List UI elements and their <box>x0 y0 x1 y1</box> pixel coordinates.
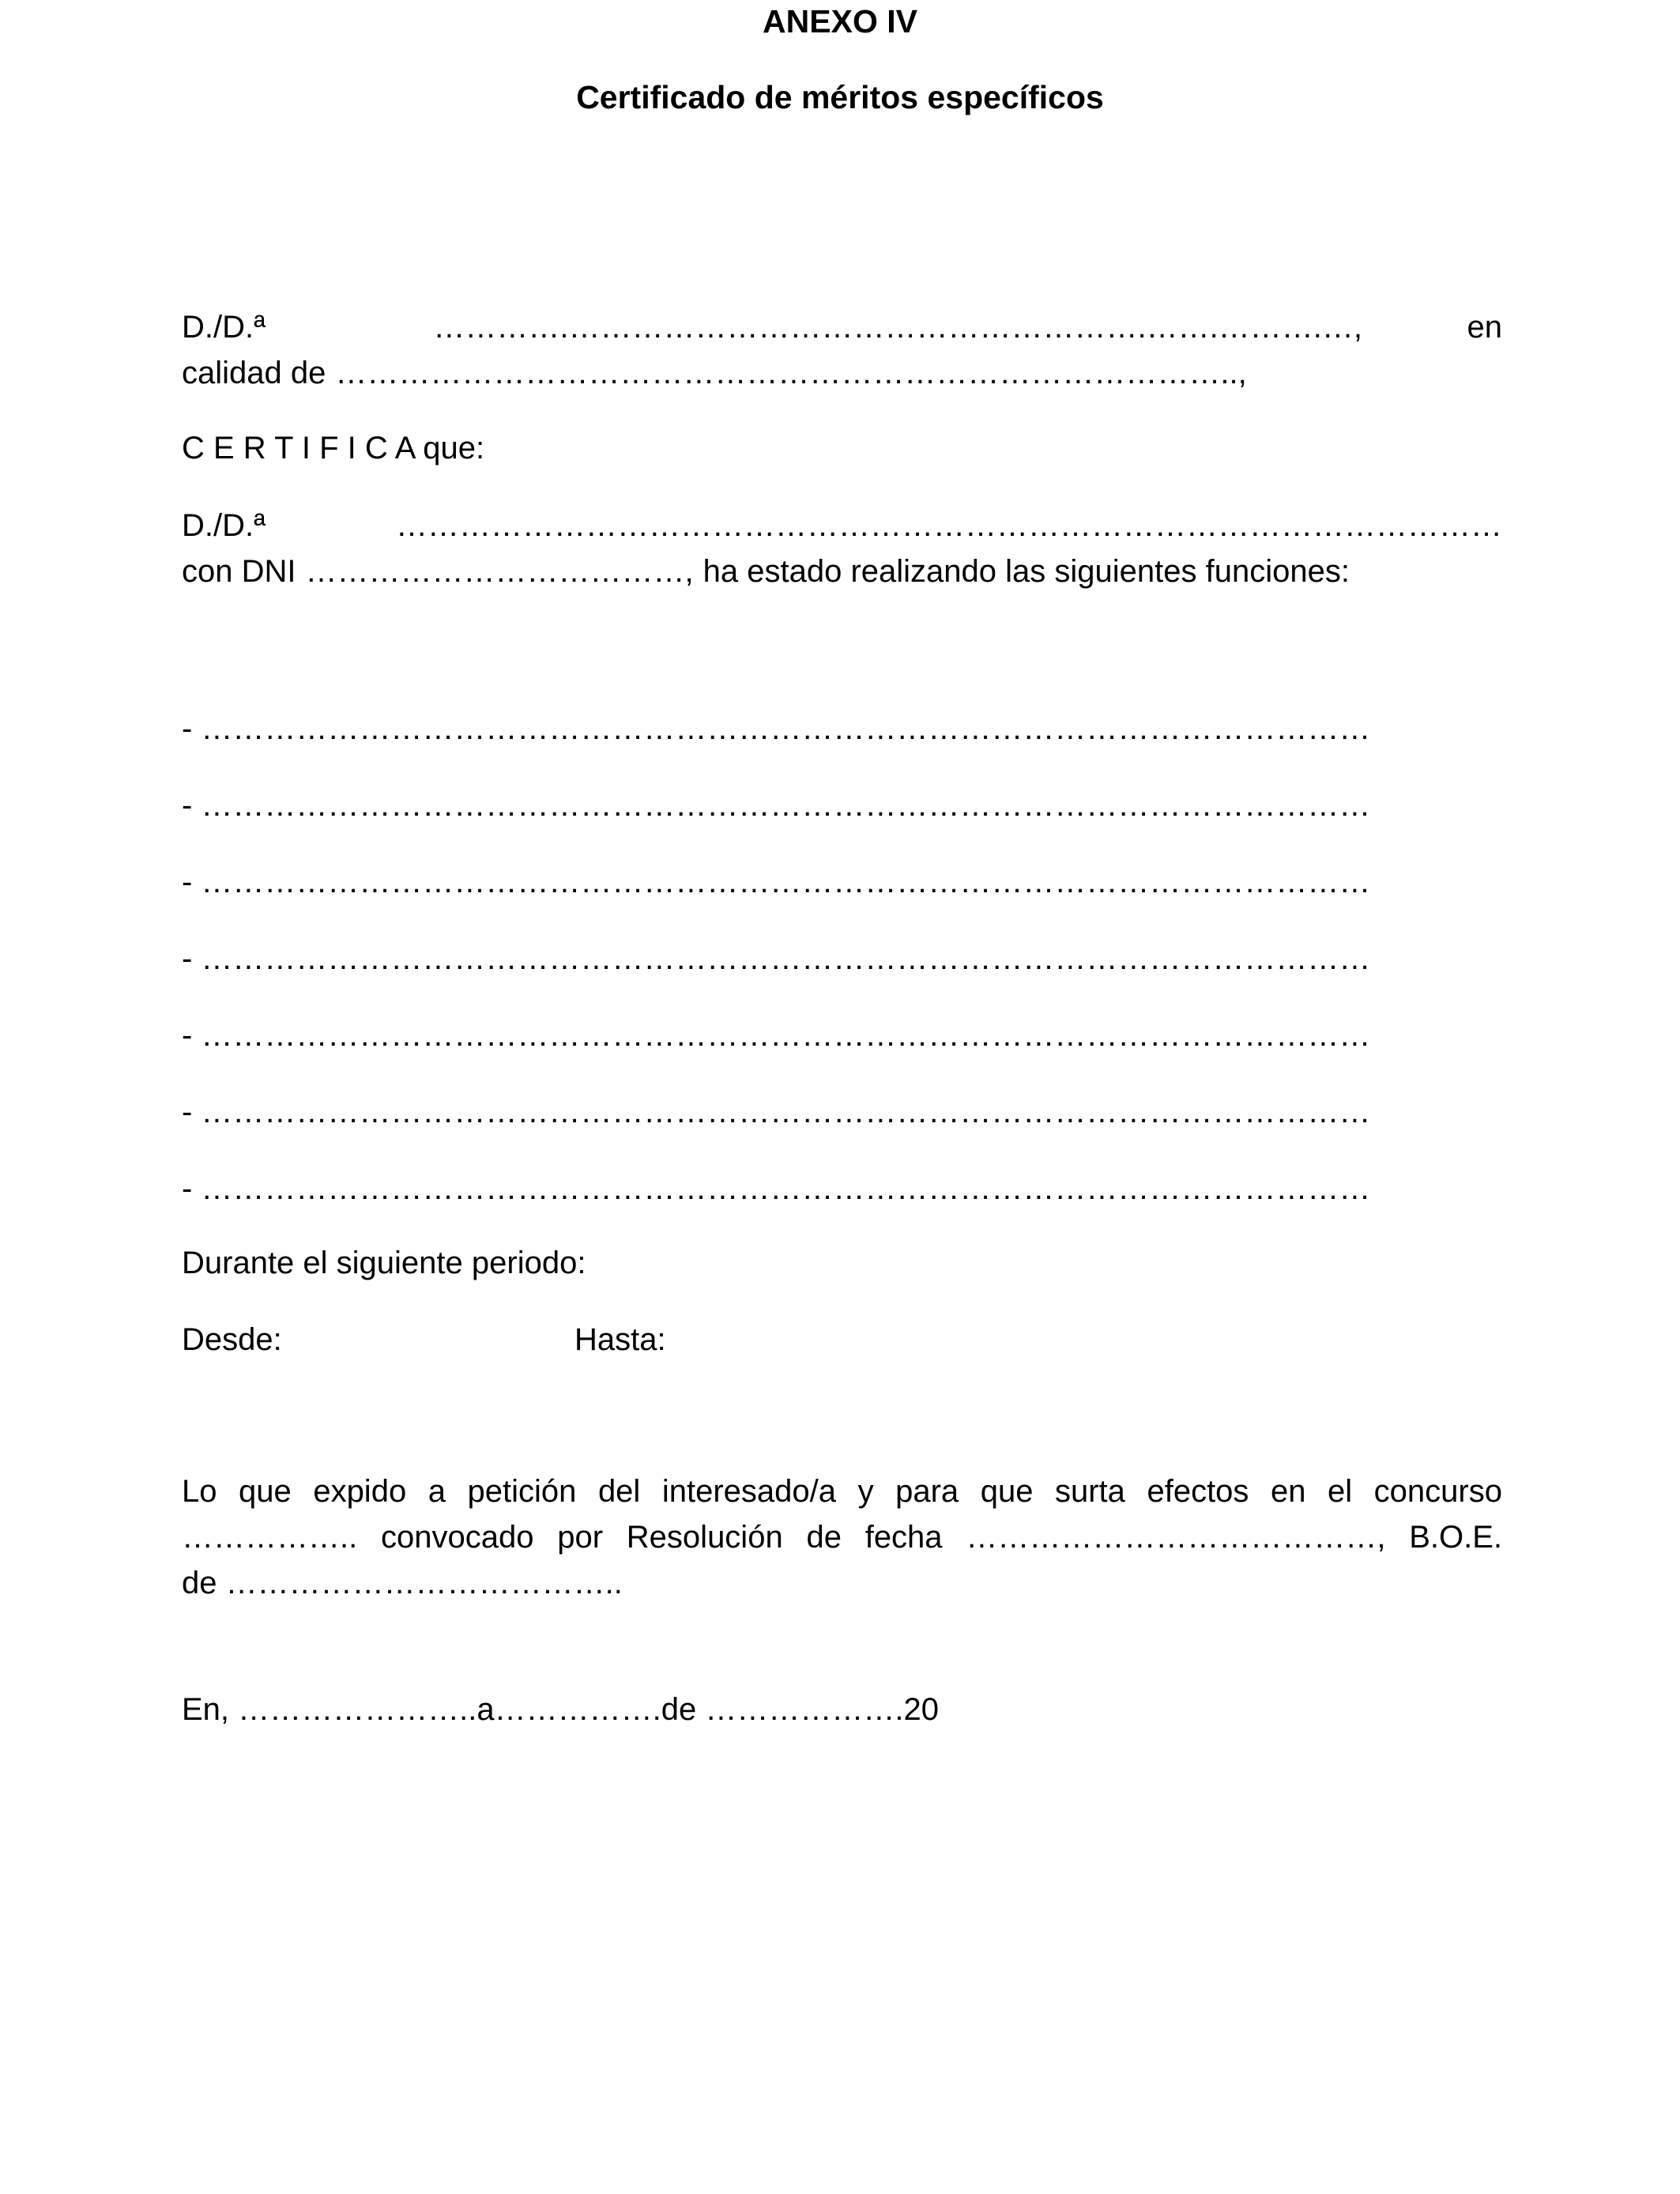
dni-field[interactable]: ………………………………, <box>305 554 694 589</box>
period-label: Durante el siguiente periodo: <box>182 1246 586 1280</box>
place-date-line[interactable]: En, …………………..a…………….de ……………….20 <box>182 1692 939 1727</box>
function-line-1[interactable]: - ………………………………………………………………………………………………… <box>182 711 1371 746</box>
dni-suffix: ha estado realizando las siguientes funciones: <box>703 554 1350 589</box>
period-to-label: Hasta: <box>574 1322 666 1357</box>
subject-dni-line <box>182 548 1502 594</box>
certifier-block <box>182 304 1502 396</box>
certifier-capacity-line <box>182 350 1502 396</box>
subject-name-field[interactable]: …………………………………………………………………………………………… <box>396 508 1502 543</box>
certifica-line: C E R T I F I C A que: <box>182 431 485 466</box>
function-line-2[interactable]: - ………………………………………………………………………………………………… <box>182 788 1371 823</box>
function-line-5[interactable]: - ………………………………………………………………………………………………… <box>182 1018 1371 1053</box>
capacity-prefix: calidad de <box>182 356 326 390</box>
function-line-4[interactable]: - ………………………………………………………………………………………………… <box>182 941 1371 976</box>
certifier-prefix: D./D.ª <box>182 310 266 345</box>
subject-prefix: D./D.ª <box>182 508 266 543</box>
closing-line-2[interactable]: …………….. convocado por Resolución de fecha …………………………………, B.O.E. <box>182 1520 1502 1555</box>
document-title: Certificado de méritos específicos <box>576 79 1104 115</box>
function-line-3[interactable]: - ………………………………………………………………………………………………… <box>182 865 1371 899</box>
function-line-6[interactable]: - ………………………………………………………………………………………………… <box>182 1095 1371 1129</box>
dni-prefix: con DNI <box>182 554 296 589</box>
subject-name-line <box>182 503 1502 548</box>
period-from-label: Desde: <box>182 1322 282 1357</box>
function-line-7[interactable]: - ………………………………………………………………………………………………… <box>182 1171 1371 1206</box>
certifier-name-field[interactable]: ………….……………………………………………….…….……….…, <box>433 310 1362 345</box>
certifier-suffix: en <box>1467 310 1502 345</box>
capacity-field[interactable]: ………………………………………………………………………….., <box>335 356 1247 390</box>
closing-line-1: Lo que expido a petición del interesado/a y para que surta efectos en el concurso <box>182 1474 1502 1509</box>
closing-line-3[interactable]: de ……………………………….. <box>182 1566 623 1600</box>
annex-heading: ANEXO IV <box>763 3 917 40</box>
period-row <box>182 1317 1502 1363</box>
subject-block <box>182 503 1502 594</box>
certifier-name-line <box>182 304 1502 350</box>
